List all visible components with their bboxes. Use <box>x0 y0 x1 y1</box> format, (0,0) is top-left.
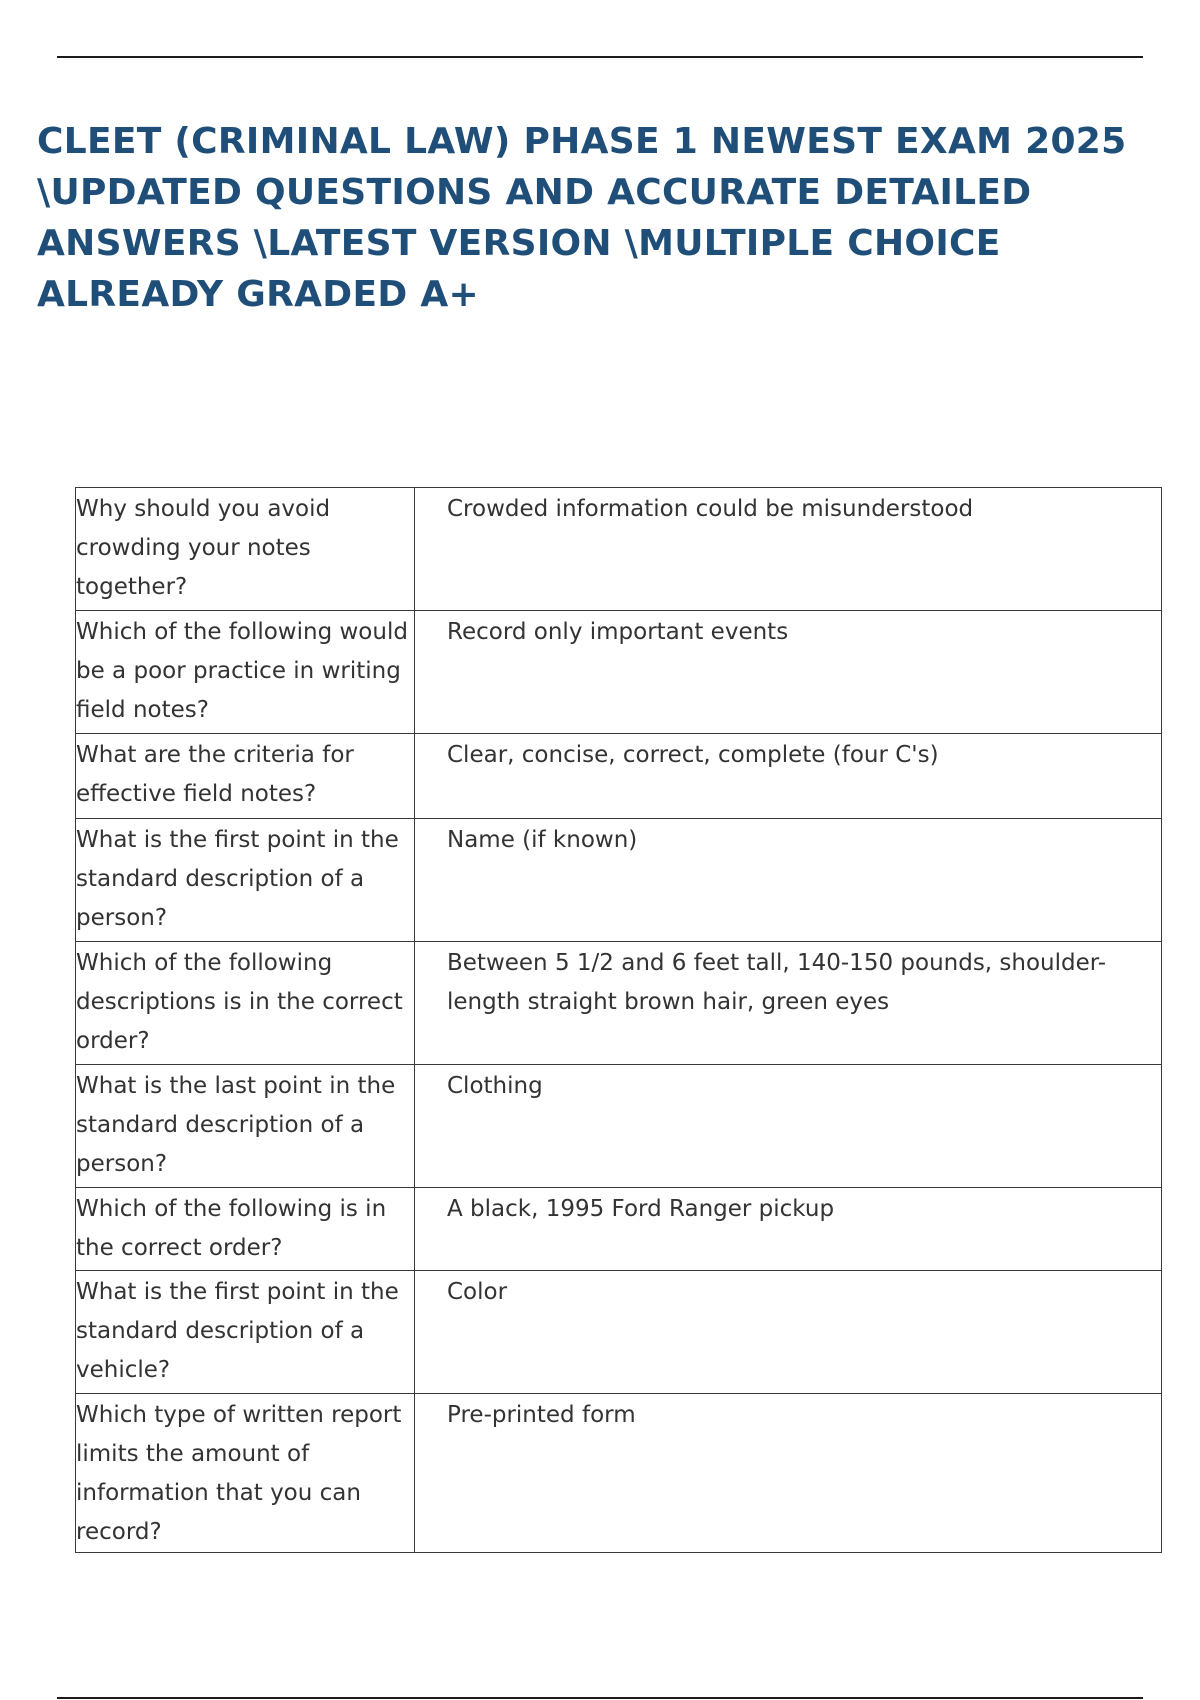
qa-row <box>76 734 1162 819</box>
question-cell: Why should you avoid crowding your notes together? <box>76 488 415 611</box>
question-cell: What is the first point in the standard description of a person? <box>76 819 415 942</box>
question-cell: What is the first point in the standard description of a vehicle? <box>76 1271 415 1394</box>
qa-row <box>76 942 1162 1065</box>
qa-row <box>76 819 1162 942</box>
question-cell: Which of the following is in the correct order? <box>76 1188 415 1271</box>
qa-table <box>75 487 1162 1553</box>
qa-row <box>76 1394 1162 1553</box>
question-cell: What are the criteria for effective field notes? <box>76 734 415 819</box>
answer-cell: Name (if known) <box>415 819 1162 942</box>
answer-cell: Crowded information could be misunderstood <box>415 488 1162 611</box>
answer-cell: Pre-printed form <box>415 1394 1162 1553</box>
qa-row <box>76 488 1162 611</box>
question-cell: Which of the following descriptions is in the correct order? <box>76 942 415 1065</box>
qa-row <box>76 611 1162 734</box>
answer-cell: Clothing <box>415 1065 1162 1188</box>
question-cell: Which of the following would be a poor practice in writing field notes? <box>76 611 415 734</box>
document-title: CLEET (CRIMINAL LAW) PHASE 1 NEWEST EXAM 2025 \UPDATED QUESTIONS AND ACCURATE DETAILED ANSWERS \LATEST VERSION \MULTIPLE CHOICE ALREADY GRADED A+ <box>37 121 1127 315</box>
header-rule <box>57 56 1143 58</box>
answer-cell: A black, 1995 Ford Ranger pickup <box>415 1188 1162 1271</box>
answer-cell: Record only important events <box>415 611 1162 734</box>
footer-rule <box>57 1697 1143 1699</box>
question-cell: What is the last point in the standard description of a person? <box>76 1065 415 1188</box>
qa-row <box>76 1188 1162 1271</box>
qa-row <box>76 1065 1162 1188</box>
answer-cell: Clear, concise, correct, complete (four C's) <box>415 734 1162 819</box>
answer-cell: Between 5 1/2 and 6 feet tall, 140-150 pounds, shoulder-length straight brown hair, green eyes <box>415 942 1162 1065</box>
question-cell: Which type of written report limits the amount of information that you can record? <box>76 1394 415 1553</box>
answer-cell: Color <box>415 1271 1162 1394</box>
qa-row <box>76 1271 1162 1394</box>
